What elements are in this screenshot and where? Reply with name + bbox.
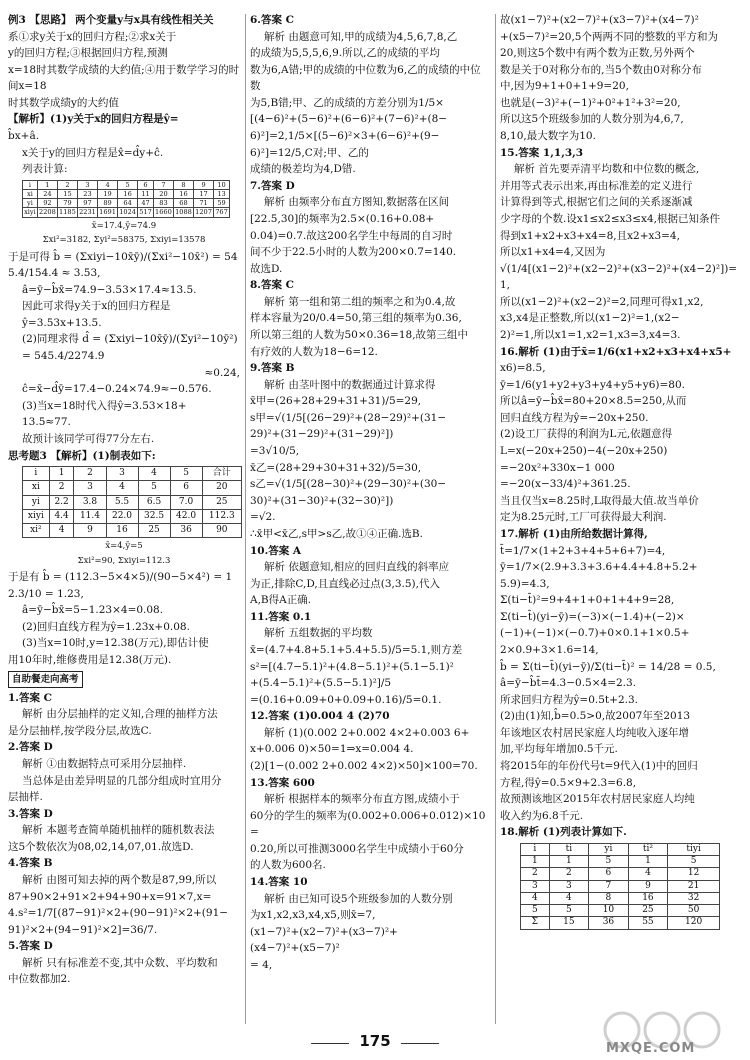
text-line: x6)=8.5, — [500, 362, 546, 375]
text-line: 解析 由频率分布直方图知,数据落在区间 — [264, 196, 450, 209]
table-cell: 16 — [173, 190, 193, 199]
footer-rule — [401, 1043, 439, 1044]
text-line: 方程,得ŷ=0.5×9+2.3=6.8, — [500, 776, 637, 789]
table-cell: 89 — [98, 199, 118, 208]
column-divider-left — [245, 14, 246, 1024]
table-cell: 3 — [106, 467, 138, 481]
table-cell: 22.0 — [106, 509, 138, 523]
text-line: 8,10,最大数字为10. — [500, 130, 596, 143]
text-line: (−1)+(−1)×(−0.7)+0×0.1+1×0.5+ — [500, 627, 690, 640]
table-cell: 21 — [668, 880, 720, 892]
table-cell: 5 — [170, 467, 202, 481]
answer-line: 解析 由图可知去掉的两个数是87,99,所以 — [22, 874, 217, 886]
table-cell: 6 — [138, 180, 154, 189]
text-line: 解析 五组数据的平均数 — [264, 627, 373, 640]
text-line: 中,因为9+1+0+1+9=20, — [500, 80, 629, 93]
text-line: 所以(x1−2)²+(x2−2)²=2,同理可得x1,x2, — [500, 295, 704, 308]
text-line: 为正,排除C,D,且直线必过点(3,3.5),代入 — [250, 577, 440, 590]
table-cell: xi — [23, 481, 50, 495]
text-line: 加,平均每年增加0.5千元. — [500, 743, 618, 756]
table-cell: 2231 — [79, 208, 96, 217]
text-line: 8.答案 C — [250, 279, 294, 292]
text-line: ≈0.24, — [204, 366, 240, 379]
table-cell: 4 — [106, 481, 138, 495]
table-cell: 1185 — [59, 208, 76, 217]
table-row — [23, 524, 242, 538]
text-line: 11.答案 0.1 — [250, 610, 312, 623]
text-line: x̄乙=(28+29+30+31+32)/5=30, — [250, 461, 422, 474]
text-line: =(0.16+0.09+0+0.09+0.16)/5=0.1. — [250, 693, 442, 706]
table-note: Σxi²=3182, Σyi²=58375, Σxiyi=13578 — [42, 235, 206, 246]
table-cell: 90 — [202, 524, 241, 538]
table-cell: 25 — [628, 905, 668, 917]
text-line: ∴x̄甲<x̄乙,s甲>s乙,故①④正确.选B. — [250, 527, 423, 540]
table-cell: 4 — [98, 180, 118, 189]
text-line: x=18时其数学成绩的大约值;④用于数学学习的时间x=18 — [8, 63, 240, 93]
text-line: 5.9)=4.3, — [500, 577, 550, 590]
think-question-heading: 思考题3 【解析】(1)制表如下: — [8, 449, 156, 462]
table-cell: 517 — [139, 208, 152, 217]
table-cell: 6 — [170, 481, 202, 495]
text-line: 6)²]=2,1/5×[(5−6)²×3+(6−6)²+(9− — [250, 130, 440, 143]
text-line: 解析 (1)(0.002 2+0.002 4×2+0.003 6+ — [264, 726, 470, 739]
table-cell: 5 — [118, 180, 138, 189]
table-cell: 767 — [215, 208, 228, 217]
table-cell: 9 — [74, 524, 106, 538]
table-cell: 3 — [74, 481, 106, 495]
answer-line: 解析 本题考查简单随机抽样的随机数表法 — [22, 824, 215, 837]
table-cell: 5 — [668, 856, 720, 868]
table-cell: 15 — [57, 190, 77, 199]
text-line: 于是可得 b̂ = (Σxiyi−10x̄ȳ)/(Σxi²−10x̄²) = 545.4/154.4 ≈ 3.53, — [8, 250, 238, 280]
text-line: ĉ=x̄−d̂ȳ=17.4−0.24×74.9≈−0.576. — [22, 383, 212, 396]
text-line: 年该地区农村居民家庭人均纯收入逐年增 — [500, 726, 689, 739]
text-line: 解析 由已知可设5个班级参加的人数分别 — [264, 892, 453, 905]
table-cell: 19 — [98, 190, 118, 199]
text-line: 所以这5个班级参加的人数分别为4,6,7, — [500, 113, 684, 126]
table-cell: 2 — [521, 868, 550, 880]
answer-line: 4.s²=1/7[(87−91)²×2+(90−91)²×2+(91− — [8, 907, 229, 920]
table-cell: 55 — [628, 917, 668, 929]
text-line: b̂ = Σ(ti−t̄)(yi−ȳ)/Σ(ti−t̄)² = 14/28 = 0.5, — [500, 660, 716, 673]
table-row — [521, 892, 720, 904]
text-line: 16.解析 (1)由于x̄=1/6(x1+x2+x3+x4+x5+ — [500, 345, 732, 358]
table-cell: 15 — [549, 917, 589, 929]
text-line: [(4−6)²+(5−6)²+(6−6)²+(7−6)²+(8− — [250, 113, 448, 126]
table-cell: 47 — [138, 199, 154, 208]
text-line: (2)回归直线方程为ŷ=1.23x+0.08. — [22, 620, 190, 633]
text-line: 故预测该地区2015年农村居民家庭人均纯 — [500, 793, 695, 806]
text-line: 的人数为600名. — [250, 859, 326, 872]
text-line: 12.答案 (1)0.004 4 (2)70 — [250, 710, 390, 723]
table-cell: 1 — [49, 467, 74, 481]
text-line: 数是关于0对称分布的,当5个数由0对称分布 — [500, 63, 702, 76]
text-line: 故选D. — [250, 262, 283, 275]
text-line: s甲=√(1/5[(26−29)²+(28−29)²+(31− — [250, 411, 447, 424]
table-cell: 59 — [214, 199, 230, 208]
table-cell: 4 — [49, 524, 74, 538]
text-line: t̄=1/7×(1+2+3+4+5+6+7)=4, — [500, 544, 666, 557]
table-note: x̄=17.4,ȳ=74.9 — [91, 220, 157, 231]
table-cell: 79 — [57, 199, 77, 208]
data-table-think3 — [22, 466, 242, 538]
table-cell: 1088 — [175, 208, 192, 217]
answer-line: 5.答案 D — [8, 940, 53, 953]
table-cell: 4.4 — [49, 509, 74, 523]
table-row — [23, 495, 242, 509]
table-row — [521, 917, 720, 929]
text-line: (x1−7)²+(x2−7)²+(x3−7)²+ — [250, 925, 398, 938]
text-line: (2)[1−(0.002 2+0.002 4×2)×50]×100=70. — [250, 760, 478, 773]
table-row — [23, 190, 230, 199]
text-line: 系①求y关于x的回归方程;②求x关于 — [8, 30, 177, 43]
table-cell: 97 — [77, 199, 97, 208]
text-line: 【解析】(1)y关于x的回归方程是ŷ= — [8, 113, 179, 126]
table-cell: 16 — [106, 524, 138, 538]
column-middle — [250, 12, 490, 974]
table-cell: 13 — [214, 190, 230, 199]
text-line: 13.答案 600 — [250, 776, 315, 789]
table-row — [521, 843, 720, 855]
table-cell: i — [521, 843, 550, 855]
text-line: 解析 依题意知,相应的回归直线的斜率应 — [264, 561, 450, 574]
table-cell: yi — [23, 495, 50, 509]
table-cell: 11.4 — [74, 509, 106, 523]
text-line: 60分的学生的频率为(0.002+0.006+0.012)×10= — [250, 809, 486, 839]
table-cell: 24 — [37, 190, 57, 199]
column-left — [8, 12, 240, 988]
table-cell: 71 — [194, 199, 214, 208]
table-cell: 9 — [194, 180, 214, 189]
text-line: (x4−7)²+(x5−7)² — [250, 942, 340, 955]
table-cell: xiyi — [23, 509, 50, 523]
text-line: 也就是(−3)²+(−1)²+0²+1²+3²=20, — [500, 96, 681, 109]
text-line: â=ȳ−b̂x̄=5−1.23×4=0.08. — [22, 604, 164, 617]
table-row — [23, 509, 242, 523]
table-cell: 32 — [668, 892, 720, 904]
table-cell: 1 — [628, 856, 668, 868]
text-line: 解析 由题意可知,甲的成绩为4,5,6,7,8,乙 — [264, 30, 458, 43]
text-line: 得到x1+x2+x3+x4=8,且x2+x3=4, — [500, 229, 680, 242]
table-cell: 4 — [628, 868, 668, 880]
answer-line: 2.答案 D — [8, 741, 53, 754]
text-line: 2)²=1,所以x1=1,x2=1,x3=3,x4=3. — [500, 328, 681, 341]
text-line: x+0.006 0)×50=1⇒x=0.004 4. — [250, 743, 414, 756]
table-cell: 23 — [77, 190, 97, 199]
text-line: y的回归方程;③根据回归方程,预测 — [8, 47, 168, 60]
text-line: 数为6,A错;甲的成绩的中位数为6,乙的成绩的中位数 — [250, 63, 481, 93]
text-line: 当且仅当x=8.25时,L取得最大值.故当单价 — [500, 494, 699, 507]
answer-line: 4.答案 B — [8, 857, 53, 870]
text-line: 15.答案 1,1,3,3 — [500, 146, 584, 159]
table-cell: 1 — [521, 856, 550, 868]
text-line: x3,x4是正整数,所以(x1−2)²=1,(x2− — [500, 312, 680, 325]
table-cell: 36 — [589, 917, 629, 929]
table-row — [23, 180, 230, 189]
text-line: 20,则这5个数中有两个数为正数,另外两个 — [500, 47, 695, 60]
answer-line: 解析 由分层抽样的定义知,合理的抽样方法 — [22, 708, 218, 721]
table-cell: 3 — [77, 180, 97, 189]
text-line: 并用等式表示出来,再由标准差的定义进行 — [500, 179, 693, 192]
table-cell: 36 — [170, 524, 202, 538]
text-line: ȳ=1/7×(2.9+3.3+3.6+4.4+4.8+5.2+ — [500, 561, 698, 574]
table-cell: 2.2 — [49, 495, 74, 509]
table-row — [23, 467, 242, 481]
table-row — [521, 856, 720, 868]
answer-line: 87+90×2+91×2+94+90+x=91×7,x= — [8, 890, 212, 903]
text-line: +(x5−7)²=20,5个两两不同的整数的平方和为 — [500, 30, 718, 43]
table-cell: 42.0 — [170, 509, 202, 523]
table-row — [23, 208, 230, 217]
column-right — [500, 12, 742, 932]
watermark-text: MXQE.COM — [606, 1041, 696, 1056]
table-cell: 10 — [214, 180, 230, 189]
column-divider-right — [495, 14, 496, 1024]
text-line: ȳ=1/6(y1+y2+y3+y4+y5+y6)=80. — [500, 378, 685, 391]
text-line: 解析 第一组和第二组的频率之和为0.4,故 — [264, 295, 456, 308]
table-cell: 7 — [589, 880, 629, 892]
table-cell: 1207 — [195, 208, 212, 217]
table-cell: 112.3 — [202, 509, 241, 523]
text-line: â=ȳ−b̂x̄=74.9−3.53×17.4≈13.5. — [22, 283, 197, 296]
text-line: 故预计该同学可得77分左右. — [22, 432, 155, 445]
table-row — [521, 880, 720, 892]
data-table-example3 — [22, 180, 230, 218]
table-cell: ti² — [628, 843, 668, 855]
table-cell: 2208 — [39, 208, 56, 217]
text-line: [22.5,30]的频率为2.5×(0.16+0.08+ — [250, 212, 435, 225]
text-line: (2)同理求得 d̂ = (Σxiyi−10x̄ȳ)/(Σyi²−10ȳ²) = 545.4/2274.9 — [22, 333, 241, 363]
table-cell: 2 — [549, 868, 589, 880]
text-line: =√2. — [250, 511, 276, 524]
text-line: Σ(ti−t̄)²=9+4+1+0+1+4+9=28, — [500, 594, 675, 607]
answer-line: 解析 ①由数据特点可采用分层抽样. — [22, 757, 187, 770]
text-line: 6.答案 C — [250, 14, 294, 26]
text-line: √(1/4[(x1−2)²+(x2−2)²+(x3−2)²+(x4−2)²])=1, — [500, 262, 738, 292]
text-line: â=ȳ−b̂t̄=4.3−0.5×4=2.3. — [500, 677, 637, 690]
table-cell: 合计 — [202, 467, 241, 481]
text-line: ŷ=3.53x+13.5. — [22, 316, 102, 329]
text-line: 解析 首先要弄清平均数和中位数的概念, — [514, 163, 700, 176]
table-cell: 4 — [138, 467, 170, 481]
text-line: (3)当x=18时代入得ŷ=3.53×18+ — [22, 399, 187, 412]
table-cell: Σ — [521, 917, 550, 929]
text-line: =3√10/5, — [250, 445, 300, 458]
table-cell: xiyi — [24, 208, 36, 217]
text-line: 收入约为6.8千元. — [500, 809, 584, 822]
table-cell: 83 — [153, 199, 173, 208]
text-line: 于是有 b̂ = (112.3−5×4×5)/(90−5×4²) = 12.3/10 = 1.23, — [8, 571, 233, 600]
table-cell: xi — [23, 190, 38, 199]
section-header-self-service: 自助餐走向高考 — [8, 671, 83, 688]
table-cell: xi² — [23, 524, 50, 538]
table-cell: 20 — [202, 481, 241, 495]
answer-line: 当总体是由差异明显的几部分组成时宜用分 — [22, 774, 222, 787]
answer-line: 这5个数依次为08,02,14,07,01.故选D. — [8, 840, 194, 853]
table-cell: 50 — [668, 905, 720, 917]
table-cell: 25 — [202, 495, 241, 509]
text-line: +(5.4−5.1)²+(5.5−5.1)²]/5 — [250, 677, 392, 690]
table-cell: 3.8 — [74, 495, 106, 509]
table-cell: 120 — [668, 917, 720, 929]
answer-line: 3.答案 D — [8, 807, 53, 820]
table-cell: yi — [23, 199, 38, 208]
text-line: x关于y的回归方程是x̂=d̂y+ĉ. — [22, 146, 164, 159]
table-row — [521, 905, 720, 917]
table-cell: 1660 — [155, 208, 172, 217]
answer-line: 1.答案 C — [8, 691, 52, 704]
table-cell: 5 — [521, 905, 550, 917]
text-line: (3)当x=10时,y=12.38(万元),即估计使 — [22, 637, 209, 650]
text-line: 6)²]=12/5,C对;甲、乙的 — [250, 146, 369, 159]
text-line: 9.答案 B — [250, 362, 295, 375]
table-cell: 4 — [521, 892, 550, 904]
text-line: 将2015年的年份代号t=9代入(1)中的回归 — [500, 760, 698, 773]
table-cell: 92 — [37, 199, 57, 208]
table-cell: ti — [549, 843, 589, 855]
text-line: s乙=√(1/5[(28−30)²+(29−30)²+(30− — [250, 478, 447, 491]
table-cell: 1 — [37, 180, 57, 189]
table-cell: 12 — [668, 868, 720, 880]
table-note: x̄=4,ȳ=5 — [105, 541, 143, 552]
table-cell: 10 — [589, 905, 629, 917]
text-line: 用10年时,维修费用是12.38(万元). — [8, 654, 172, 667]
table-cell: 2 — [57, 180, 77, 189]
text-line: 列表计算: — [22, 163, 68, 176]
text-line: 2×0.9+3×1.6=14, — [500, 643, 599, 656]
table-note: Σxi²=90, Σxiyi=112.3 — [77, 555, 171, 566]
text-line: 所以第三组的人数为50×0.36=18,故第三组中 — [250, 328, 469, 341]
table-cell: i — [23, 467, 50, 481]
text-line: s²=[(4.7−5.1)²+(4.8−5.1)²+(5.1−5.1)² — [250, 660, 454, 673]
table-cell: 2 — [49, 481, 74, 495]
table-cell: 5.5 — [106, 495, 138, 509]
text-line: (2)由(1)知,b̂=0.5>0,故2007年至2013 — [500, 710, 691, 723]
text-line: 解析 根据样本的频率分布直方图,成绩小于 — [264, 793, 460, 806]
table-cell: 2 — [74, 467, 106, 481]
table-cell: 8 — [589, 892, 629, 904]
table-cell: 68 — [173, 199, 193, 208]
table-row — [23, 481, 242, 495]
table-cell: 1 — [549, 856, 589, 868]
text-line: 例3 【思路】 两个变量y与x具有线性相关关 — [8, 14, 214, 26]
text-line: (2)设工厂获得的利润为L元,依题意得 — [500, 428, 673, 441]
answer-line: 中位数都加2. — [8, 973, 71, 986]
table-cell: 5 — [138, 481, 170, 495]
text-line: Σ(ti−t̄)(yi−ȳ)=(−3)×(−1.4)+(−2)× — [500, 610, 685, 623]
table-cell: 5 — [589, 856, 629, 868]
text-line: 间不少于22.5小时的人数为200×0.7=140. — [250, 246, 457, 259]
table-cell: 25 — [138, 524, 170, 538]
text-line: 30)²+(31−30)²+(32−30)²]) — [250, 494, 394, 507]
text-line: 样本容量为20/0.4=50,第三组的频率为0.36, — [250, 312, 462, 325]
text-line: 所以x1+x4=4,又因为 — [500, 246, 606, 259]
page-number: 175 — [359, 1032, 391, 1050]
text-line: 0.20,所以可推测3000名学生中成绩小于60分 — [250, 842, 464, 855]
text-line: 所求回归方程为ŷ=0.5t+2.3. — [500, 693, 638, 706]
text-line: x̄甲=(26+28+29+31+31)/5=29, — [250, 395, 422, 408]
text-line: 0.04)=0.7.故这200名学生中每周的自习时 — [250, 229, 453, 242]
table-cell: 1024 — [119, 208, 136, 217]
text-line: 10.答案 A — [250, 544, 302, 557]
table-cell: 11 — [138, 190, 154, 199]
table-cell: 9 — [628, 880, 668, 892]
text-line: 因此可求得y关于x的回归方程是 — [22, 300, 171, 313]
text-line: A,B得A正确. — [250, 594, 312, 607]
text-line: =−20x²+330x−1 000 — [500, 461, 615, 474]
text-line: 13.5≈77. — [22, 416, 71, 429]
text-line: 回归直线方程为ŷ=−20x+250. — [500, 411, 649, 424]
table-cell: 6.5 — [138, 495, 170, 509]
table-row — [23, 199, 230, 208]
table-cell: 64 — [118, 199, 138, 208]
text-line: 故(x1−7)²+(x2−7)²+(x3−7)²+(x4−7)² — [500, 14, 699, 26]
text-line: 29)²+(31−29)²+(31−29)²]) — [250, 428, 394, 441]
table-row — [521, 868, 720, 880]
text-line: x̄=(4.7+4.8+5.1+5.4+5.5)/5=5.1,则方差 — [250, 643, 463, 656]
table-cell: 3 — [549, 880, 589, 892]
text-line: 所以â=ȳ−b̂x̄=80+20×8.5=250,从而 — [500, 395, 687, 408]
text-line: 计算得到等式,根据它们之间的关系逐渐减 — [500, 196, 693, 209]
text-line: 17.解析 (1)由所给数据计算得, — [500, 527, 648, 540]
table-cell: yi — [589, 843, 629, 855]
table-cell: 20 — [153, 190, 173, 199]
text-line: b̂x+â. — [8, 130, 40, 143]
text-line: =−20(x−33/4)²+361.25. — [500, 478, 631, 491]
text-line: 的成绩为5,5,5,6,9.所以,乙的成绩的平均 — [250, 47, 440, 60]
text-line: 18.解析 (1)列表计算如下. — [500, 826, 627, 839]
answer-line: 层抽样. — [8, 791, 43, 804]
table-cell: 3 — [521, 880, 550, 892]
footer-rule — [311, 1043, 349, 1044]
text-line: 为5,B错;甲、乙的成绩的方差分别为1/5× — [250, 96, 444, 109]
table-cell: 1691 — [99, 208, 116, 217]
answer-line: 是分层抽样,按学段分层,故选C. — [8, 724, 152, 737]
table-cell: 16 — [118, 190, 138, 199]
text-line: 定为8.25元时,工厂可获得最大利润. — [500, 511, 667, 524]
text-line: 7.答案 D — [250, 179, 295, 192]
text-line: = 4, — [250, 958, 273, 971]
text-line: 解析 由茎叶图中的数据通过计算求得 — [264, 378, 436, 391]
table-cell: 8 — [173, 180, 193, 189]
table-cell: 5 — [549, 905, 589, 917]
text-line: 成绩的极差均为4,D错. — [250, 163, 356, 176]
table-cell: 4 — [549, 892, 589, 904]
text-line: 少字母的个数.设x1≤x2≤x3≤x4,根据已知条件 — [500, 212, 720, 225]
table-cell: 16 — [628, 892, 668, 904]
text-line: L=x(−20x+250)−4(−20x+250) — [500, 445, 668, 458]
answer-line: 91)²×2+(94−91)²×2]=36/7. — [8, 923, 158, 936]
text-line: 为x1,x2,x3,x4,x5,则x̄=7, — [250, 909, 376, 922]
table-cell: 6 — [589, 868, 629, 880]
text-line: 时其数学成绩y的大约值 — [8, 96, 119, 109]
text-line: 有疗效的人数为18−6=12. — [250, 345, 378, 358]
table-cell: 7 — [153, 180, 173, 189]
table-cell: tiyi — [668, 843, 720, 855]
data-table-q18 — [520, 843, 720, 930]
table-cell: 32.5 — [138, 509, 170, 523]
text-line: 14.答案 10 — [250, 876, 308, 889]
table-cell: 7.0 — [170, 495, 202, 509]
answer-line: 解析 只有标准差不变,其中众数、平均数和 — [22, 956, 218, 969]
table-cell: 17 — [194, 190, 214, 199]
table-cell: i — [23, 180, 38, 189]
